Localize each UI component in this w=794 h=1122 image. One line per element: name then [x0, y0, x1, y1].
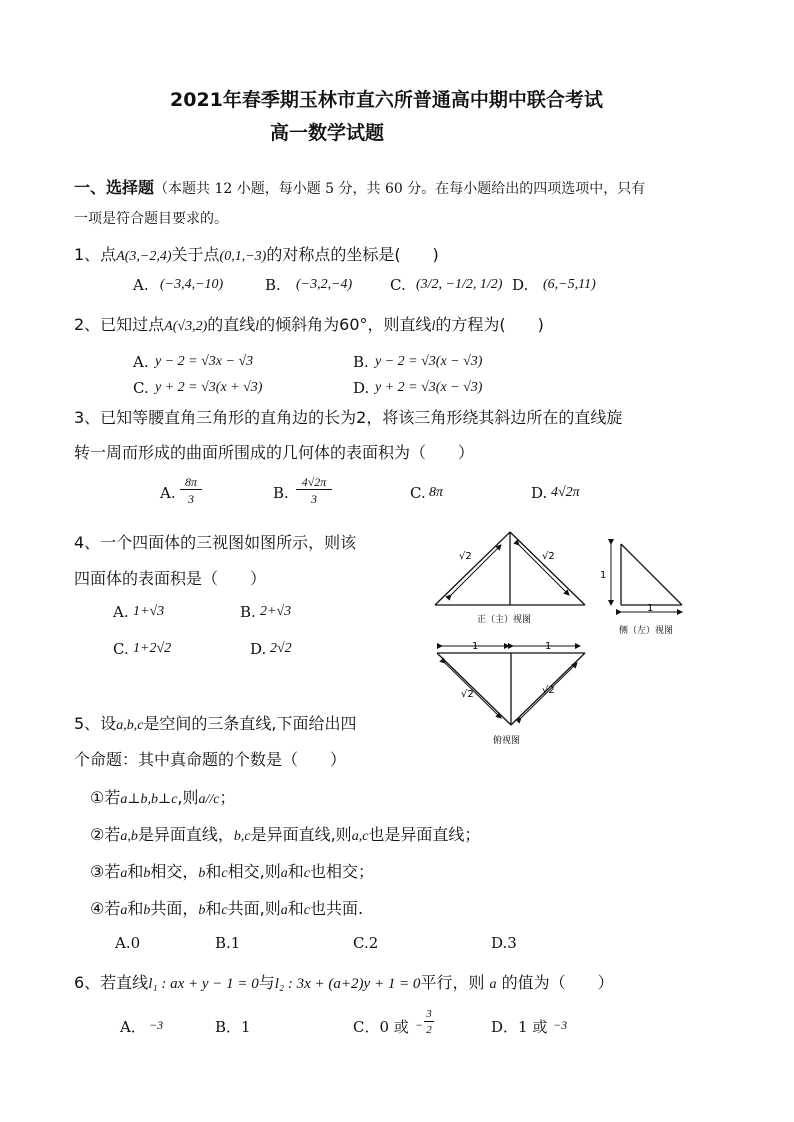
prop-math: a	[280, 903, 288, 918]
section-heading: 一、选择题	[74, 178, 155, 197]
prop-math: b	[143, 903, 151, 918]
prop-text: 和	[287, 862, 304, 881]
q1-option-c-value: (3/2, −1/2, 1/2)	[416, 277, 503, 292]
q6-line-l2: l₂ : 3x + (a+2)y + 1 = 0	[274, 976, 421, 992]
prop-math: b	[198, 903, 206, 918]
top-left-length-label: 1	[472, 641, 479, 652]
q5-option-c: C.2	[353, 934, 379, 952]
prop-text: 也是异面直线；	[368, 825, 481, 844]
q3-option-c-label: C.	[410, 484, 426, 502]
prop-math: a	[120, 903, 128, 918]
q6-option-c-numerator: 3	[424, 1008, 434, 1022]
q1-option-b-label: B.	[265, 276, 281, 294]
q4-option-c-value: 1+2√2	[133, 641, 172, 656]
page-subtitle: 高一数学试题	[270, 122, 385, 144]
q1-text: 的对称点的坐标是( )	[266, 245, 439, 264]
prop-text: 相交，	[150, 862, 199, 881]
side-height-label: 1	[600, 570, 607, 581]
q2-option-c-value: y + 2 = √3(x + √3)	[155, 380, 263, 395]
q6-text: 与	[258, 973, 275, 992]
prop-math: c	[221, 903, 228, 918]
prop-text: 是异面直线,则	[250, 825, 352, 844]
prop-text: ①若	[90, 788, 121, 807]
q1-option-b-value: (−3,2,−4)	[296, 277, 353, 292]
prop-math: b,c	[233, 829, 251, 844]
prop-text: ②若	[90, 825, 121, 844]
prop-text: 也共面.	[309, 899, 364, 918]
prop-math: b	[143, 866, 151, 881]
q2-option-d-label: D.	[353, 379, 370, 397]
q6-line-l1: l₁ : ax + y − 1 = 0	[148, 976, 259, 992]
prop-text: 和	[205, 899, 222, 918]
section-note-line2: 一项是符合题目要求的。	[74, 211, 228, 227]
top-view	[437, 641, 585, 746]
q4-option-b-value: 2+√3	[260, 604, 292, 619]
q6-option-c-label: C．0 或	[353, 1018, 409, 1036]
q5-proposition-3	[90, 859, 374, 882]
q1-option-c-label: C.	[390, 276, 406, 294]
q2-option-c-label: C.	[133, 379, 149, 397]
top-left-edge-label: √2	[461, 689, 474, 700]
q6-option-b: B．1	[215, 1018, 251, 1036]
q3-option-b-denominator: 3	[311, 492, 317, 506]
front-view-caption: 正（主）视图	[477, 615, 532, 625]
page-title: 2021年春季期玉林市直六所普通高中期中联合考试	[170, 89, 603, 111]
q3-option-d-value: 4√2π	[551, 485, 580, 500]
section-note: （本题共 12 小题，每小题 5 分，共 60 分。在每小题给出的四项选项中，只有	[154, 181, 646, 197]
q2-line-l: l	[431, 319, 436, 334]
prop-text: 是异面直线，	[137, 825, 234, 844]
q1-option-a-label: A.	[133, 276, 149, 294]
top-right-edge-label: √2	[542, 685, 555, 696]
q1-option-d-value: (6,−5,11)	[543, 277, 596, 292]
q2-option-a-value: y − 2 = √3x − √3	[155, 354, 254, 369]
q2-option-d-value: y + 2 = √3(x − √3)	[375, 380, 483, 395]
q3-option-d-label: D.	[531, 484, 548, 502]
q3-option-b-numerator: 4√2π	[296, 475, 332, 490]
side-width-label: 1	[647, 603, 654, 614]
q5-proposition-4	[90, 896, 363, 919]
q6-option-c-denominator: 2	[426, 1024, 432, 1036]
three-view-figure	[425, 525, 705, 750]
q2-line-l: l	[255, 319, 260, 334]
q3-option-b-label: B.	[273, 484, 289, 502]
prop-math: a	[120, 866, 128, 881]
prop-math: a⊥b,b⊥c	[120, 792, 178, 807]
q4-option-c-label: C.	[113, 640, 129, 658]
q6-option-c-minus: −	[415, 1018, 424, 1032]
q1-option-a-value: (−3,4,−10)	[160, 277, 224, 292]
q5-text: 5、设	[74, 714, 117, 733]
q6-text: 6、若直线	[74, 973, 149, 992]
prop-math: a,b	[120, 829, 138, 844]
prop-text: 和	[127, 899, 144, 918]
prop-math: a//c	[198, 792, 220, 807]
q4-option-d-label: D.	[250, 640, 267, 658]
prop-text: 和	[287, 899, 304, 918]
q1-point-center: (0,1,−3)	[219, 249, 267, 264]
prop-text: 也相交；	[309, 862, 374, 881]
q2-option-b-value: y − 2 = √3(x − √3)	[375, 354, 483, 369]
question-2-stem	[74, 312, 544, 335]
q6-option-d-value: −3	[553, 1018, 568, 1032]
prop-text: 和	[127, 862, 144, 881]
q6-var-a: a	[489, 977, 497, 992]
prop-text: 共面，	[150, 899, 199, 918]
prop-math: a,c	[351, 829, 369, 844]
q5-option-d: D.3	[491, 934, 517, 952]
prop-text: 相交,则	[227, 862, 281, 881]
prop-math: b	[198, 866, 206, 881]
q6-text: 的值为（ ）	[501, 973, 614, 992]
q6-option-d-label: D．1 或	[491, 1018, 548, 1036]
q1-option-d-label: D.	[512, 276, 529, 294]
front-left-edge-label: √2	[459, 551, 472, 562]
prop-text: ,则	[177, 788, 199, 807]
q1-text: 关于点	[171, 245, 220, 264]
top-right-length-label: 1	[545, 641, 552, 652]
question-6-stem	[74, 970, 614, 993]
prop-math: c	[221, 866, 228, 881]
q5-proposition-2	[90, 822, 480, 845]
q5-vars: a,b,c	[116, 718, 144, 733]
prop-math: c	[303, 866, 310, 881]
q6-option-a-label: A．	[120, 1018, 146, 1036]
q5-proposition-1	[90, 785, 236, 808]
question-3-stem-line1: 3、已知等腰直角三角形的直角边的长为2，将该三角形绕其斜边所在的直线旋	[74, 408, 623, 427]
prop-text: 和	[205, 862, 222, 881]
prop-text: ；	[219, 788, 236, 807]
q1-point-a: A(3,−2,4)	[116, 249, 172, 264]
prop-text: ③若	[90, 862, 121, 881]
prop-math: c	[303, 903, 310, 918]
q4-option-d-value: 2√2	[270, 641, 292, 656]
q2-text: 的方程为( )	[435, 315, 544, 334]
q2-option-a-label: A.	[133, 353, 149, 371]
prop-math: a	[280, 866, 288, 881]
q2-text: 的倾斜角为60°，则直线	[259, 315, 432, 334]
q2-text: 2、已知过点	[74, 315, 165, 334]
q4-option-a-label: A.	[113, 603, 129, 621]
top-view-caption: 俯视图	[493, 736, 521, 746]
q3-option-a-label: A.	[160, 484, 176, 502]
q3-option-a-numerator: 8π	[180, 475, 202, 490]
side-view	[600, 544, 682, 636]
q2-point-a: A(√3,2)	[164, 319, 208, 334]
front-view	[435, 532, 585, 625]
side-view-caption: 侧（左）视图	[619, 626, 674, 636]
question-3-stem-line2: 转一周而形成的曲面所围成的几何体的表面积为（ ）	[74, 443, 475, 462]
question-4-stem-line1: 4、一个四面体的三视图如图所示，则该	[74, 533, 357, 552]
prop-text: ④若	[90, 899, 121, 918]
question-1-stem	[74, 242, 439, 265]
question-5-stem-line2: 个命题：其中真命题的个数是（ ）	[74, 750, 347, 769]
q5-option-a: A.0	[115, 934, 141, 952]
q5-option-b: B.1	[215, 934, 241, 952]
question-4-stem-line2: 四面体的表面积是（ ）	[74, 569, 267, 588]
front-right-edge-label: √2	[542, 551, 555, 562]
question-5-stem-line1	[74, 711, 357, 734]
q2-option-b-label: B.	[353, 353, 369, 371]
prop-text: 共面,则	[227, 899, 281, 918]
section-heading-row	[74, 175, 645, 198]
q6-option-a-value: −3	[149, 1018, 164, 1032]
q6-text: 平行，则	[420, 973, 485, 992]
q4-option-a-value: 1+√3	[133, 604, 165, 619]
q5-text: 是空间的三条直线,下面给出四	[143, 714, 357, 733]
q1-text: 1、点	[74, 245, 117, 264]
q4-option-b-label: B.	[240, 603, 256, 621]
q2-text: 的直线	[207, 315, 256, 334]
q3-option-a-denominator: 3	[188, 492, 194, 506]
q3-option-c-value: 8π	[429, 485, 444, 500]
